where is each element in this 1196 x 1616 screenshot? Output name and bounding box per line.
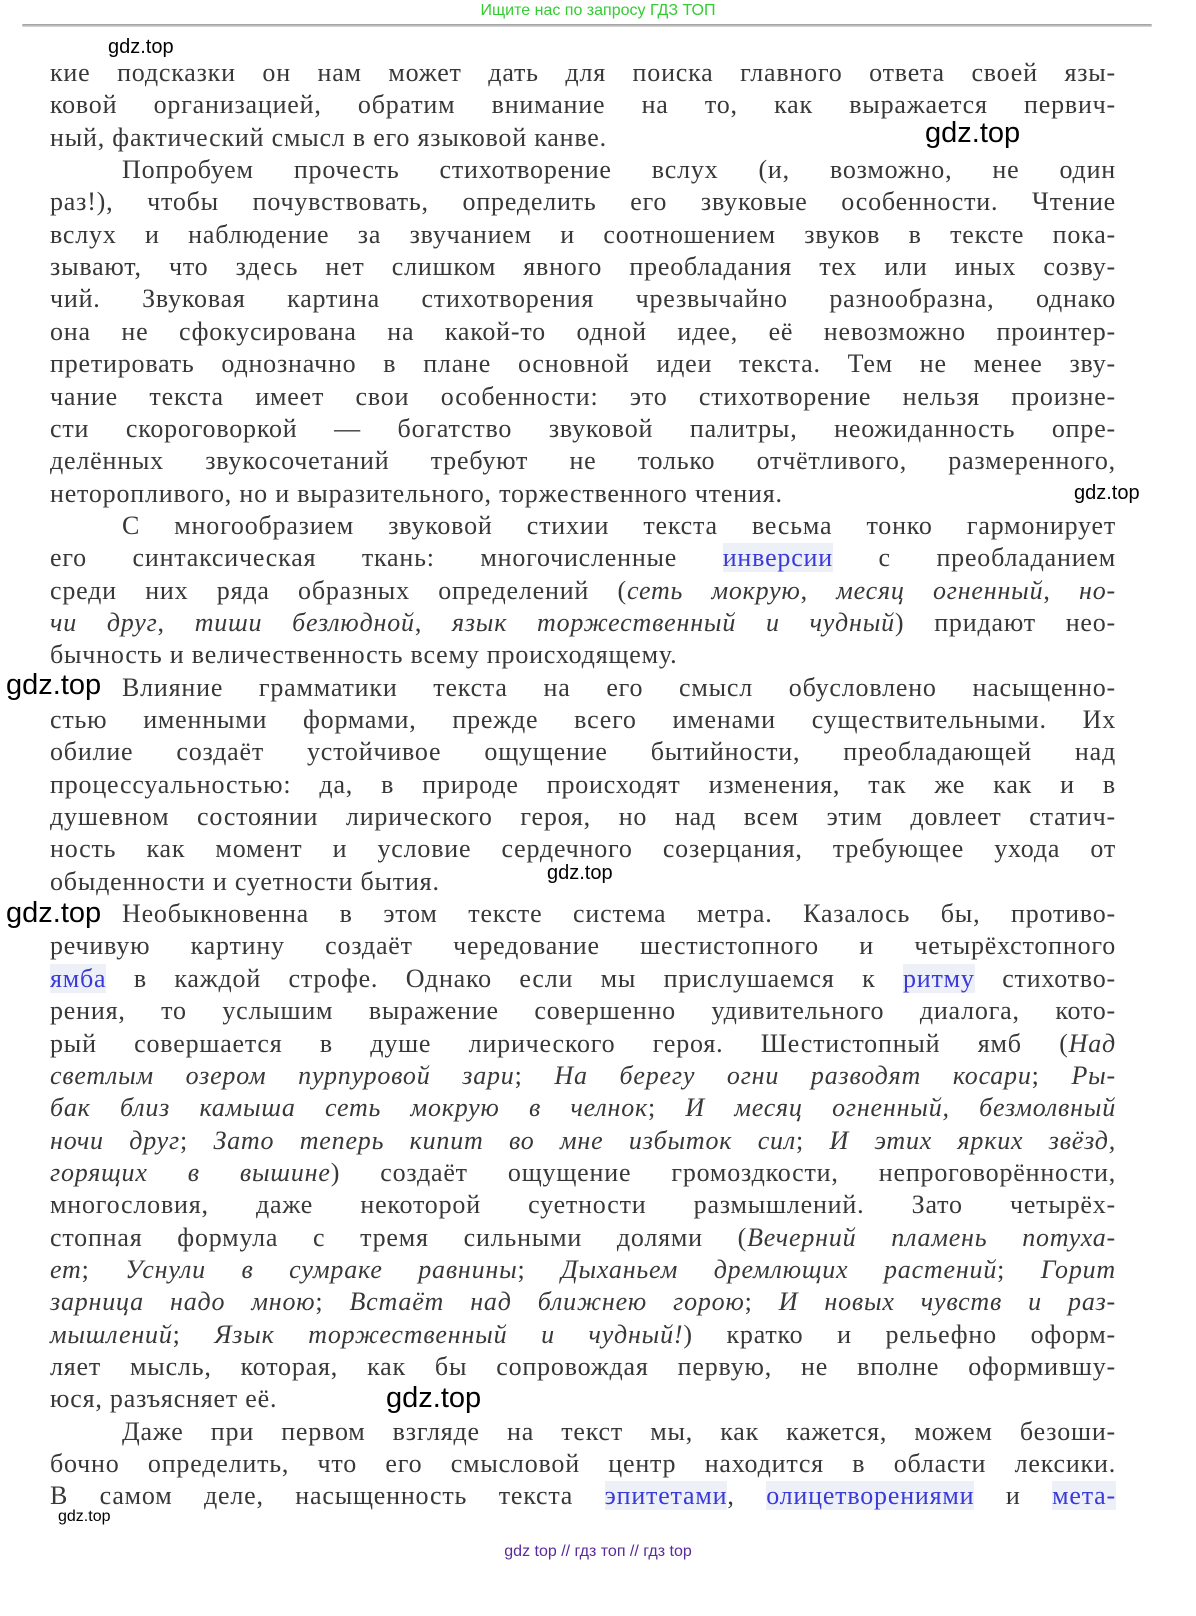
- text-run: ;: [997, 1254, 1041, 1284]
- text-run: ный, фактический смысл в его языковой канве.: [50, 122, 607, 152]
- text-line: [50, 283, 1116, 315]
- text-line: [122, 898, 1116, 930]
- quote-italic: язык торжественный и чудный: [451, 607, 895, 637]
- text-line: [50, 445, 1116, 477]
- text-run: В самом деле, насыщенность текста: [50, 1481, 605, 1511]
- text-run: она не сфокусирована на какой-то одной идее, её невозможно проинтер-: [50, 316, 1116, 346]
- text-run: раз!), чтобы почувствовать, определить его звуковые особенности. Чтение: [50, 187, 1116, 217]
- watermark: gdz.top: [108, 36, 174, 58]
- quote-italic: бак близ камыша сеть мокрую в челнок: [50, 1093, 648, 1123]
- text-run: ;: [315, 1287, 350, 1317]
- text-line: [122, 1416, 1116, 1448]
- text-run: среди них ряда образных определений (: [50, 575, 627, 605]
- text-run: чий. Звуковая картина стихотворения чрезвычайно разнообразна, однако: [50, 284, 1116, 314]
- text-run: Даже при первом взгляде на текст мы, как кажется, можем безоши-: [122, 1416, 1116, 1446]
- text-line: [50, 1383, 1116, 1415]
- text-run: процессуальностью: да, в природе происходят изменения, так же как и в: [50, 769, 1116, 799]
- text-run: ность как момент и условие сердечного созерцания, требующее ухода от: [50, 834, 1116, 864]
- text-line: [50, 316, 1116, 348]
- watermark: gdz.top: [6, 897, 102, 929]
- text-run: ковой организацией, обратим внимание на то, как выражается первич-: [50, 90, 1116, 120]
- text-run: ;: [517, 1254, 562, 1284]
- text-run: ) придают нео-: [894, 607, 1117, 637]
- term-link[interactable]: мета-: [1052, 1481, 1116, 1511]
- text-line: [50, 251, 1116, 283]
- watermark: gdz.top: [58, 1508, 111, 1525]
- text-run: делённых звукосочетаний требуют не только отчётливого, размеренного,: [50, 446, 1116, 476]
- text-line: [50, 348, 1116, 380]
- text-run: рения, то услышим выражение совершенно удивительного диалога, кото-: [50, 996, 1116, 1026]
- quote-italic: тиши безлюдной: [194, 607, 415, 637]
- quote-italic: И новых чувств и раз-: [778, 1287, 1117, 1317]
- text-line: [50, 381, 1116, 413]
- quote-italic: сеть мокрую: [626, 575, 801, 605]
- quote-italic: мышлений: [50, 1319, 173, 1349]
- quote-italic: Уснули в сумраке равнины: [125, 1254, 518, 1284]
- watermark: gdz.top: [925, 117, 1021, 149]
- quote-italic: Язык торжественный и чудный!: [214, 1319, 684, 1349]
- text-line: [50, 1157, 1116, 1189]
- text-line: [50, 413, 1116, 445]
- quote-italic: Встаёт над ближнею горою: [349, 1287, 745, 1317]
- text-run: ;: [795, 1125, 830, 1155]
- text-line: [50, 639, 1116, 671]
- text-run: Влияние грамматики текста на его смысл обусловлено насыщенно-: [122, 672, 1116, 702]
- text-run: зывают, что здесь нет слишком явного преобладания тех или иных созву-: [50, 252, 1116, 282]
- quote-italic: Горит: [1040, 1254, 1117, 1284]
- text-line: [50, 736, 1116, 768]
- quote-italic: Ры-: [1071, 1060, 1117, 1090]
- watermark: gdz.top: [1074, 482, 1140, 504]
- watermark: gdz.top: [547, 862, 613, 884]
- text-run: Попробуем прочесть стихотворение вслух (и, возможно, не один: [122, 155, 1116, 185]
- text-line: [50, 1480, 1116, 1512]
- text-run: в каждой строфе. Однако если мы прислушаемся к: [106, 963, 903, 993]
- text-run: Необыкновенна в этом тексте система метра. Казалось бы, противо-: [122, 899, 1116, 929]
- text-run: ;: [172, 1319, 215, 1349]
- footer-links: gdz top // гдз топ // гдз top: [504, 1543, 692, 1560]
- text-line: [50, 1060, 1116, 1092]
- text-line: [50, 219, 1116, 251]
- text-run: обыденности и суетности бытия.: [50, 866, 440, 896]
- term-link[interactable]: ямба: [50, 963, 107, 993]
- text-run: обилие создаёт устойчивое ощущение бытийности, преобладающей над: [50, 737, 1116, 767]
- text-run: ,: [157, 607, 195, 637]
- text-run: его синтаксическая ткань: многочисленные: [50, 543, 723, 573]
- text-line: [50, 186, 1116, 218]
- term-link[interactable]: олицетворениями: [766, 1481, 975, 1511]
- text-run: ;: [647, 1093, 686, 1123]
- quote-italic: горящих в вышине: [50, 1157, 331, 1187]
- quote-italic: Зато теперь кипит во мне избыток сил: [213, 1125, 796, 1155]
- text-line: [50, 1254, 1116, 1286]
- quote-italic: И месяц огненный, безмолвный: [685, 1093, 1117, 1123]
- text-line: [50, 1351, 1116, 1383]
- quote-italic: Над: [1068, 1028, 1116, 1058]
- text-run: ;: [744, 1287, 779, 1317]
- text-line: [50, 769, 1116, 801]
- quote-italic: ет: [50, 1254, 82, 1284]
- text-run: ;: [514, 1060, 555, 1090]
- quote-italic: И этих ярких звёзд,: [829, 1125, 1116, 1155]
- quote-italic: Дыханьем дремлющих растений: [561, 1254, 998, 1284]
- text-run: ляет мысль, которая, как бы сопровождая первую, не вполне оформившу-: [50, 1352, 1116, 1381]
- text-run: неторопливого, но и выразительного, торжественного чтения.: [50, 478, 783, 508]
- quote-italic: чи друг: [50, 607, 158, 637]
- quote-italic: Вечерний пламень потуха-: [747, 1222, 1116, 1252]
- quote-italic: На берегу огни разводят косари: [554, 1060, 1032, 1090]
- text-run: ) кратко и рельефно оформ-: [683, 1319, 1116, 1349]
- text-line: [50, 801, 1116, 833]
- text-run: бочно определить, что его смысловой центр находится в области лексики.: [50, 1449, 1116, 1479]
- text-line: [50, 575, 1116, 607]
- term-link[interactable]: эпитетами: [604, 1481, 728, 1511]
- quote-italic: месяц огненный: [836, 575, 1044, 605]
- text-run: С многообразием звуковой стихии текста весьма тонко гармонирует: [122, 510, 1116, 540]
- text-line: [50, 995, 1116, 1027]
- text-run: бычность и величественность всему происходящему.: [50, 640, 678, 670]
- text-run: ;: [1031, 1060, 1072, 1090]
- text-line: [50, 963, 1116, 995]
- text-line: [122, 672, 1116, 704]
- text-line: [122, 154, 1116, 186]
- text-run: юся, разъясняет её.: [50, 1384, 278, 1414]
- text-run: стью именными формами, прежде всего именами существительными. Их: [50, 705, 1116, 734]
- text-run: ) создаёт ощущение громоздкости, непроговорённости,: [330, 1157, 1116, 1187]
- term-link[interactable]: инверсии: [722, 543, 833, 573]
- text-run: рый совершается в душе лирического героя. Шестистопный ямб (: [50, 1028, 1069, 1058]
- text-run: претировать однозначно в плане основной идеи текста. Тем не менее зву-: [50, 349, 1116, 379]
- text-line: [50, 1448, 1116, 1480]
- text-run: кие подсказки он нам может дать для поиска главного ответа своей язы-: [50, 58, 1116, 87]
- search-banner: Ищите нас по запросу ГДЗ ТОП: [480, 2, 716, 19]
- quote-italic: ночи друг: [50, 1125, 180, 1155]
- text-line: [50, 1125, 1116, 1157]
- text-run: ,: [800, 575, 837, 605]
- text-line: [50, 1189, 1116, 1221]
- text-run: стихотво-: [974, 963, 1116, 993]
- quote-italic: зарница надо мною: [50, 1287, 316, 1317]
- text-line: [50, 607, 1116, 639]
- text-run: стопная формула с тремя сильными долями (: [50, 1222, 748, 1252]
- text-line: [50, 1286, 1116, 1318]
- text-line: [50, 1092, 1116, 1124]
- text-line: [50, 1319, 1116, 1351]
- text-line: [50, 930, 1116, 962]
- text-run: и: [974, 1481, 1053, 1511]
- text-run: чание текста имеет свои особенности: это стихотворение нельзя произне-: [50, 381, 1116, 411]
- text-run: ,: [1043, 575, 1080, 605]
- text-run: ;: [81, 1254, 126, 1284]
- text-run: вслух и наблюдение за звучанием и соотношением звуков в тексте пока-: [50, 219, 1116, 249]
- text-run: ;: [179, 1125, 214, 1155]
- text-line: [50, 478, 1116, 510]
- text-line: [50, 704, 1116, 736]
- text-run: душевном состоянии лирического героя, но над всем этим довлеет статич-: [50, 802, 1116, 832]
- text-line: [50, 542, 1116, 574]
- text-line: [50, 833, 1116, 865]
- text-run: с преобладанием: [832, 543, 1116, 573]
- text-line: [50, 57, 1116, 89]
- quote-italic: светлым озером пурпуровой зари: [50, 1060, 515, 1090]
- header-divider: [22, 24, 1152, 27]
- watermark: gdz.top: [386, 1382, 482, 1414]
- text-run: сти скороговоркой — богатство звуковой палитры, неожиданность опре-: [50, 413, 1116, 443]
- text-run: многословия, даже некоторой суетности размышлений. Зато четырёх-: [50, 1190, 1116, 1220]
- text-run: речивую картину создаёт чередование шестистопного и четырёхстопного: [50, 931, 1116, 961]
- text-line: [122, 510, 1116, 542]
- quote-italic: но-: [1079, 575, 1116, 605]
- text-run: ,: [727, 1481, 767, 1511]
- text-line: [50, 1028, 1116, 1060]
- text-line: [50, 1222, 1116, 1254]
- watermark: gdz.top: [6, 669, 102, 701]
- text-run: ,: [414, 607, 452, 637]
- term-link[interactable]: ритму: [903, 963, 975, 993]
